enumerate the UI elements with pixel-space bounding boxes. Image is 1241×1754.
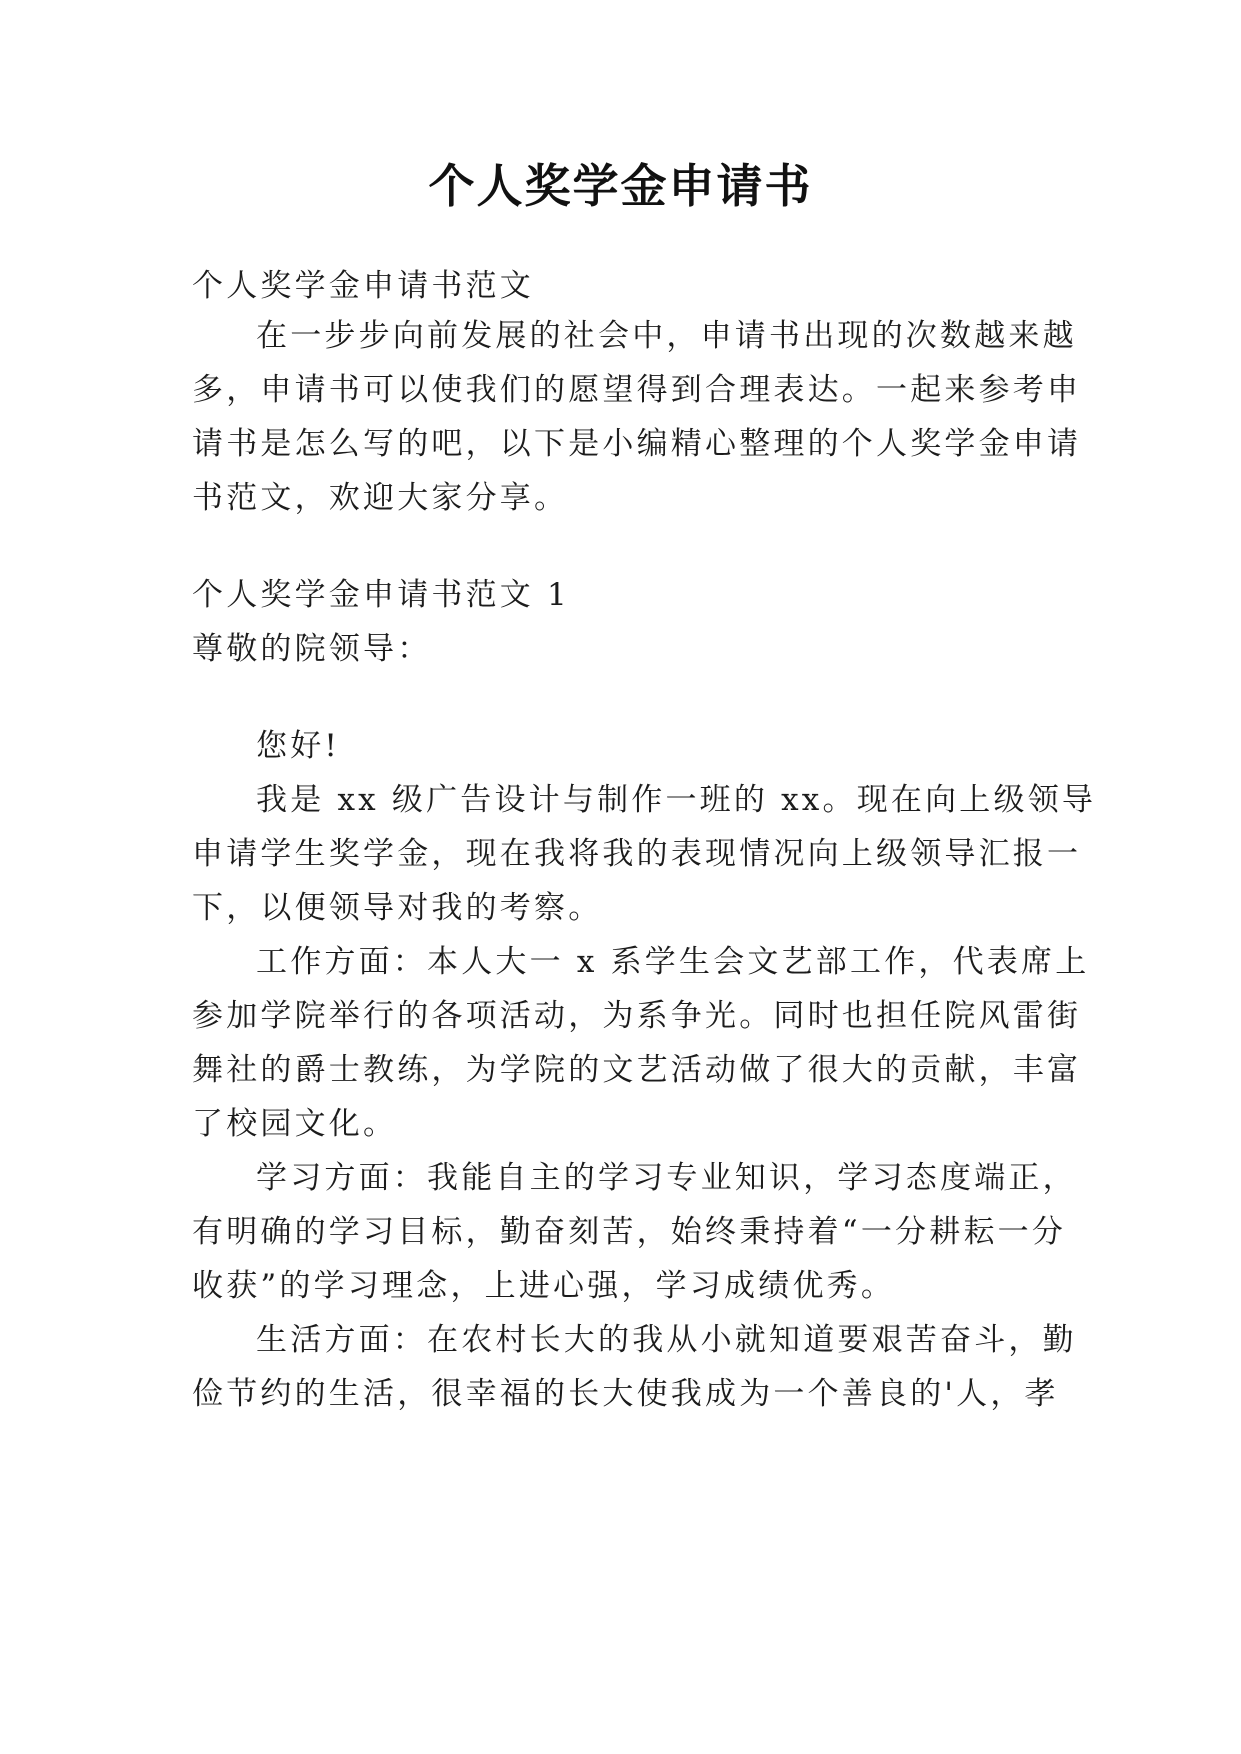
- paragraph-line: 俭节约的生活，很幸福的长大使我成为一个善良的'人，孝: [192, 1376, 1059, 1412]
- paragraph-line: 学习方面：我能自主的学习专业知识，学习态度端正，: [256, 1160, 1077, 1196]
- salutation: 尊敬的院领导：: [192, 631, 432, 667]
- paragraph-line: 工作方面：本人大一 x 系学生会文艺部工作，代表席上: [256, 944, 1090, 980]
- paragraph-line: 舞社的爵士教练，为学院的文艺活动做了很大的贡献，丰富: [192, 1052, 1082, 1088]
- paragraph-line: 收获”的学习理念，上进心强，学习成绩优秀。: [192, 1268, 896, 1304]
- paragraph-line: 有明确的学习目标，勤奋刻苦，始终秉持着“一分耕耘一分: [192, 1214, 1067, 1250]
- paragraph-line: 书范文，欢迎大家分享。: [192, 480, 569, 516]
- paragraph-line: 多，申请书可以使我们的愿望得到合理表达。一起来参考申: [192, 372, 1082, 408]
- paragraph-line: 申请学生奖学金，现在我将我的表现情况向上级领导汇报一: [192, 836, 1082, 872]
- section-heading: 个人奖学金申请书范文: [192, 268, 534, 304]
- paragraph-line: 参加学院举行的各项活动，为系争光。同时也担任院风雷街: [192, 998, 1082, 1034]
- greeting: 您好!: [256, 728, 341, 764]
- paragraph-line: 了校园文化。: [192, 1106, 398, 1142]
- paragraph-line: 生活方面：在农村长大的我从小就知道要艰苦奋斗，勤: [256, 1322, 1077, 1358]
- section-heading: 个人奖学金申请书范文 1: [192, 577, 570, 613]
- paragraph-line: 下，以便领导对我的考察。: [192, 890, 603, 926]
- paragraph-line: 请书是怎么写的吧，以下是小编精心整理的个人奖学金申请: [192, 426, 1082, 462]
- page-title: 个人奖学金申请书: [428, 159, 813, 213]
- paragraph-line: 在一步步向前发展的社会中，申请书出现的次数越来越: [256, 318, 1077, 354]
- paragraph-line: 我是 xx 级广告设计与制作一班的 xx。现在向上级领导: [256, 782, 1097, 818]
